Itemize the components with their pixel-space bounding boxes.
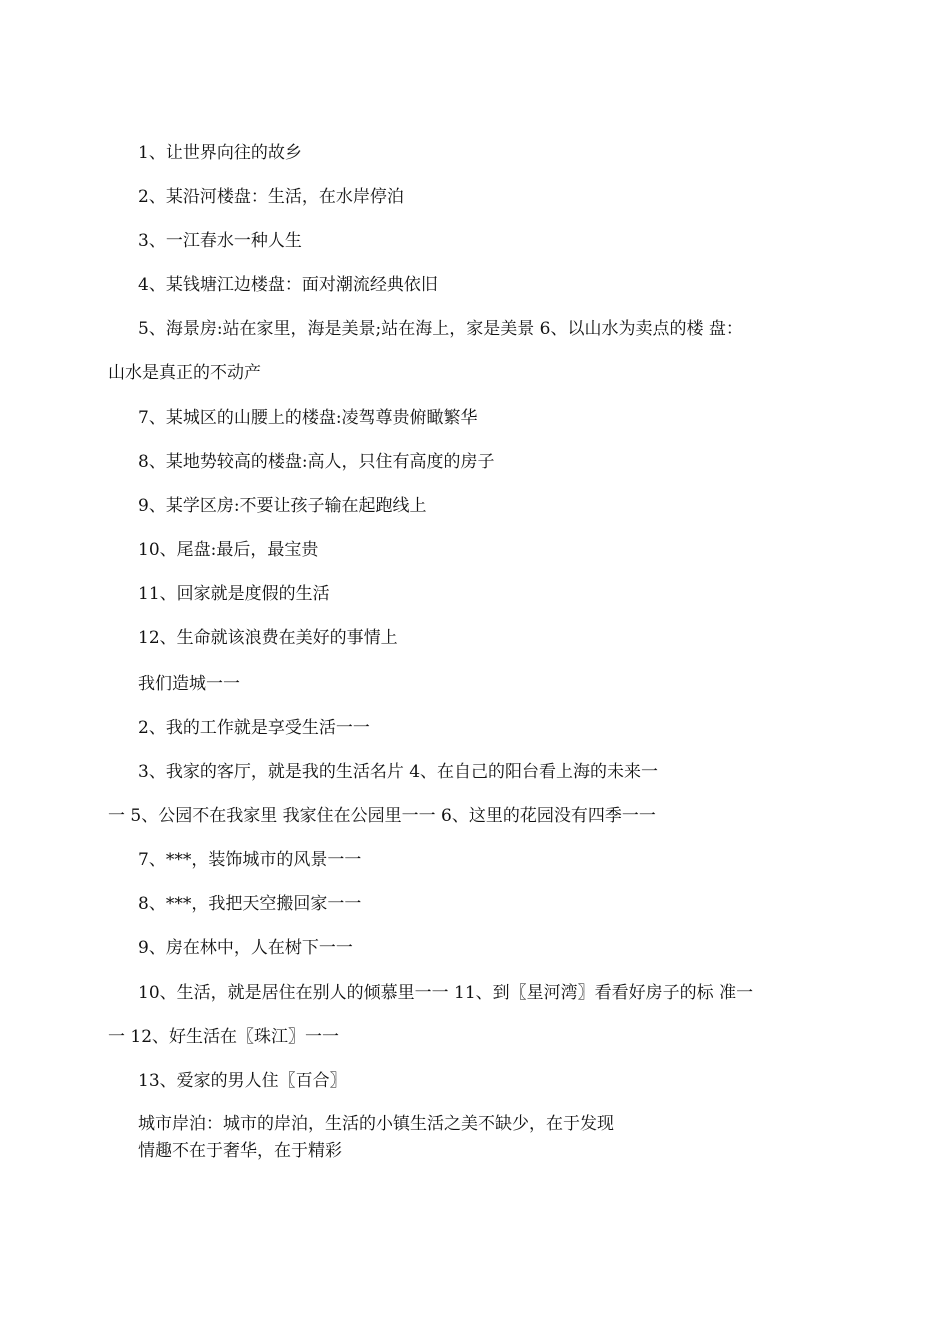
text-line: 3、一江春水一种人生 <box>138 231 302 251</box>
text-line: 一 5、公园不在我家里 我家住在公园里一一 6、这里的花园没有四季一一 <box>108 806 656 826</box>
text-line: 3、我家的客厅，就是我的生活名片 4、在自己的阳台看上海的未来一 <box>138 762 659 782</box>
text-line: 2、某沿河楼盘：生活，在水岸停泊 <box>138 187 404 207</box>
text-line: 7、***，装饰城市的风景一一 <box>138 850 362 870</box>
text-line: 5、海景房:站在家里，海是美景;站在海上，家是美景 6、以山水为卖点的楼 盘： <box>138 319 743 339</box>
text-line: 9、某学区房:不要让孩子输在起跑线上 <box>138 496 427 516</box>
text-line: 8、***，我把天空搬回家一一 <box>138 894 362 914</box>
text-line: 一 12、好生活在〖珠江〗一一 <box>108 1027 340 1047</box>
text-line: 8、某地势较高的楼盘:高人，只住有高度的房子 <box>138 452 495 472</box>
text-line: 山水是真正的不动产 <box>108 363 261 383</box>
text-line: 情趣不在于奢华，在于精彩 <box>138 1141 342 1161</box>
text-line: 1、让世界向往的故乡 <box>138 143 302 163</box>
text-line: 13、爱家的男人住〖百合〗 <box>138 1071 347 1091</box>
text-line: 11、回家就是度假的生活 <box>138 584 330 604</box>
text-line: 12、生命就该浪费在美好的事情上 <box>138 628 398 648</box>
text-line: 我们造城一一 <box>138 674 240 694</box>
text-line: 9、房在林中，人在树下一一 <box>138 938 353 958</box>
text-line: 10、生活，就是居住在别人的倾慕里一一 11、到〖星河湾〗看看好房子的标 准一 <box>138 983 754 1003</box>
text-line: 4、某钱塘江边楼盘：面对潮流经典依旧 <box>138 275 438 295</box>
text-line: 7、某城区的山腰上的楼盘:凌驾尊贵俯瞰繁华 <box>138 408 478 428</box>
text-line: 10、尾盘:最后，最宝贵 <box>138 540 319 560</box>
text-line: 城市岸泊：城市的岸泊，生活的小镇生活之美不缺少，在于发现 <box>138 1114 614 1134</box>
text-line: 2、我的工作就是享受生活一一 <box>138 718 370 738</box>
